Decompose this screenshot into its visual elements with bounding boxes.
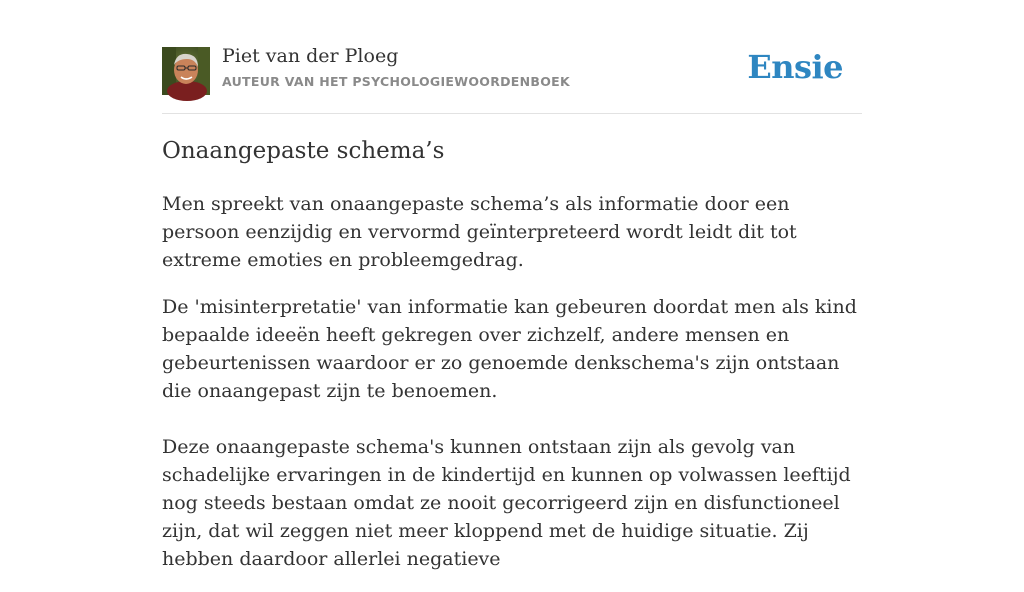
author-photo-icon bbox=[162, 47, 210, 95]
article-paragraph: De 'misinterpretatie' van informatie kan gebeuren doordat men als kind bepaalde ideeën heeft gekregen over zichzelf, andere mensen en gebeurtenissen waardoor er zo genoemde denkschema's zijn ontstaan die onaangepast zijn te benoemen. bbox=[162, 296, 857, 402]
article-paragraph: Deze onaangepaste schema's kunnen ontstaan zijn als gevolg van schadelijke ervaringen in de kindertijd en kunnen op volwassen leeftijd nog steeds bestaan omdat ze nooit gecorrigeerd zijn en disfunctioneel zijn, dat wil zeggen niet meer kloppend met de huidige situatie. Zij hebben daardoor allerlei negatieve bbox=[162, 436, 851, 570]
author-avatar[interactable] bbox=[162, 47, 210, 95]
article-title: Onaangepaste schema’s bbox=[162, 138, 445, 164]
author-role: AUTEUR VAN HET PSYCHOLOGIEWOORDENBOEK bbox=[222, 74, 570, 89]
author-header bbox=[162, 0, 862, 114]
author-name[interactable]: Piet van der Ploeg bbox=[222, 45, 399, 67]
ensie-logo[interactable]: Ensie bbox=[747, 48, 843, 86]
article-paragraph: Men spreekt van onaangepaste schema’s als informatie door een persoon eenzijdig en vervormd geïnterpreteerd wordt leidt dit tot extreme emoties en probleemgedrag. bbox=[162, 193, 797, 271]
article-card bbox=[162, 0, 862, 570]
article-body bbox=[162, 190, 867, 592]
